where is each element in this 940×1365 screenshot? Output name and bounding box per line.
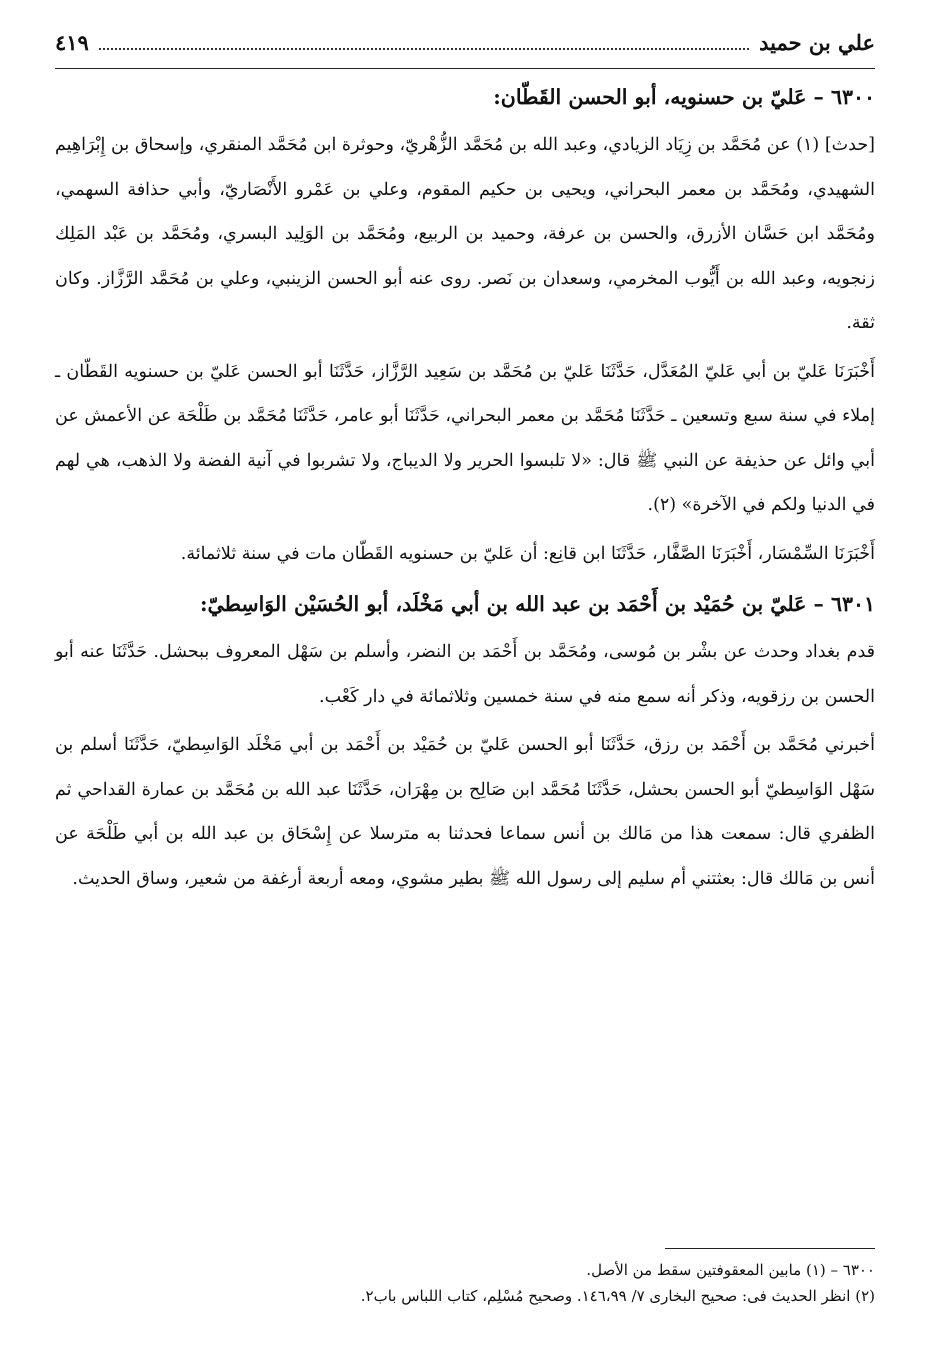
entry-paragraph: قدم بغداد وحدث عن بشْر بن مُوسى، ومُحَمَّد بن أَحْمَد بن النضر، وأسلم بن سَهْل المعروف ببحشل. حَدَّثَنَا عنه أبو الحسن بن رزقويه، وذكر أنه سمع منه في سنة خمسين وثلاثمائة في دار كَعْب. [55,642,875,707]
entry-title: ٦٣٠٠ – عَليّ بن حسنويه، أبو الحسن القَطّان: [493,85,875,109]
book-page [55,30,875,903]
running-header [55,30,875,69]
page-number: ٤١٩ [55,30,89,55]
footnote-rule [665,1248,875,1249]
entry-paragraph: أَخْبَرَنَا عَليّ بن أبي عَليّ المُعَدَّل، حَدَّثَنَا عَليّ بن مُحَمَّد بن سَعِيد الرَّزَّاز، حَدَّثَنَا أبو الحسن عَليّ بن حسنويه القَطّان ـ إملاء في سنة سبع وتسعين ـ حَدَّثَنَا مُحَمَّد بن معمر البحراني، حَدَّثَنَا أبو عامر، حَدَّثَنَا مُحَمَّد بن طَلْحَة عن الأعمش عن أبي وائل عن حذيفة عن النبي ﷺ قال: «لا تلبسوا الحرير ولا الديباج، ولا تشربوا في آنية الفضة ولا الذهب، هي لهم في الدنيا ولكم في الآخرة» (٢). [55,361,875,515]
entry-paragraph: [حدث] (١) عن مُحَمَّد بن زِيَاد الزيادي، وعبد الله بن مُحَمَّد الزُّهْريّ، وحوثرة ابن مُحَمَّد المنقري، وإسحاق بن إِبْرَاهِيم الشهيدي، ومُحَمَّد بن معمر البحراني، ويحيى بن حكيم المقوم، وعلي بن عَمْرو الأَنْصَاريّ، وأبي حذافة السهمي، ومُحَمَّد ابن حَسَّان الأزرق، والحسن بن عرفة، وحميد بن الربيع، ومُحَمَّد بن الوَلِيد البسري، ومُحَمَّد بن عَبْد المَلِك زنجويه، وعبد الله بن أَيُّوب المخرمي، وسعدان بن نَصر. روى عنه أبو الحسن الزينبي، وعلي بن مُحَمَّد الرَّزَّاز. وكان ثقة. [55,135,875,333]
footnote: (٢) انظر الحديث فى: صحيح البخارى ٧/ ١٤٦،٩٩. وصحيح مُسْلِم، كتاب اللباس باب٢. [360,1287,875,1305]
entry-paragraph: أخبرني مُحَمَّد بن أَحْمَد بن رزق، حَدَّثَنَا أبو الحسن عَليّ بن حُمَيْد بن أَحْمَد بن أبي مَخْلَد الوَاسِطيّ، حَدَّثَنَا أسلم بن سَهْل الوَاسِطيّ أبو الحسن بحشل، حَدَّثَنَا مُحَمَّد ابن صَالِح بن مِهْرَان، حَدَّثَنَا عبد الله بن مُحَمَّد بن عمارة القداحي ثم الظفري قال: سمعت هذا من مَالك بن أنس سماعا فحدثنا به مترسلا عن إِسْحَاق بن عبد الله بن أبي طَلْحَة عن أنس بن مَالك قال: بعثتني أم سليم إلى رسول الله ﷺ بطير مشوي، ومعه أربعة أرغفة من شعير، وساق الحديث. [55,735,875,889]
header-leader-dots [99,48,749,50]
running-title: علي بن حميد [759,30,875,55]
entry-title: ٦٣٠١ – عَليّ بن حُمَيْد بن أَحْمَد بن عبد الله بن أبي مَخْلَد، أبو الحُسَيْن الوَاسِطيّ: [199,592,875,616]
footnote: ٦٣٠٠ – (١) مابين المعقوفتين سقط من الأصل. [586,1261,875,1279]
footnotes [55,1248,875,1309]
entry-paragraph: أَخْبَرَنَا السِّمْسَار، أَخْبَرَنَا الصَّفَّار، حَدَّثَنَا ابن قانِع: أن عَليّ بن حسنويه القَطّان مات في سنة ثلاثمائة. [180,543,875,564]
